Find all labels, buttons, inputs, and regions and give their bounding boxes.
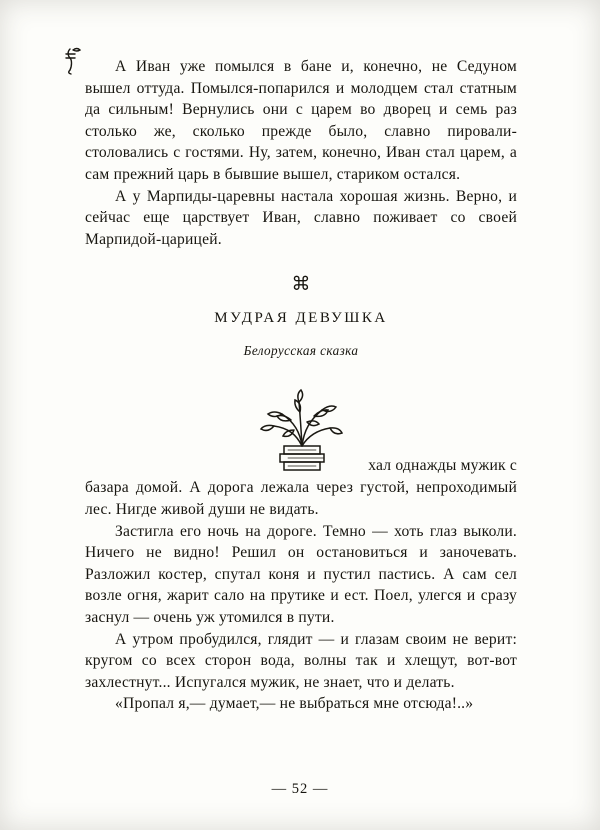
opening-first-line: хал однажды мужик с (368, 456, 517, 474)
paragraph: Застигла его ночь на дороге. Темно — хоть глаз выколи. Ничего не видно! Решил он остановиться и заночевать. Разложил костер, спутал коня и пустил пастись. А сам сел возле огня, жарит сало на прутике и ест. Поел, улегся и сразу заснул — очень уж утомился в пути. (85, 522, 517, 626)
story-subtitle: Белорусская сказка (243, 343, 359, 359)
plant-cart-dropcap-icon (244, 388, 352, 477)
paragraph: А у Марпиды-царевны настала хорошая жизнь. Верно, и сейчас еще царствует Иван, славно поживает со своей Марпидой-царицей. (85, 187, 517, 248)
paragraph: А утром пробудился, глядит — и глазам своим не верит: кругом со всех сторон вода, волны так и хлещут, вот-вот захлестнут... Испугался мужик, не знает, что и делать. (85, 630, 517, 691)
opening-line-row (85, 388, 517, 477)
paragraph: базара домой. А дорога лежала через густой, непроходимый лес. Нигде живой души не видать. (85, 479, 517, 518)
fleuron-icon (60, 46, 86, 81)
story-title: МУДРАЯ ДЕВУШКА (214, 310, 388, 327)
section-divider-icon: ⌘ (291, 273, 311, 296)
paragraph: А Иван уже помылся в бане и, конечно, не Седуном вышел оттуда. Помылся-попарился и молодцем стал статным да сильным! Вернулись они с царем во дворец и семь раз столько же, сколько прежде было, славно пировали-столовались с гостями. Ну, затем, конечно, Иван стал царем, а сам прежний царь в бывшие вышел, стариком остался. (85, 58, 517, 183)
page-content (85, 56, 517, 715)
paragraph: «Пропал я,— думает,— не выбраться мне отсюда!..» (115, 695, 474, 713)
page-number: — 52 — (271, 781, 329, 797)
